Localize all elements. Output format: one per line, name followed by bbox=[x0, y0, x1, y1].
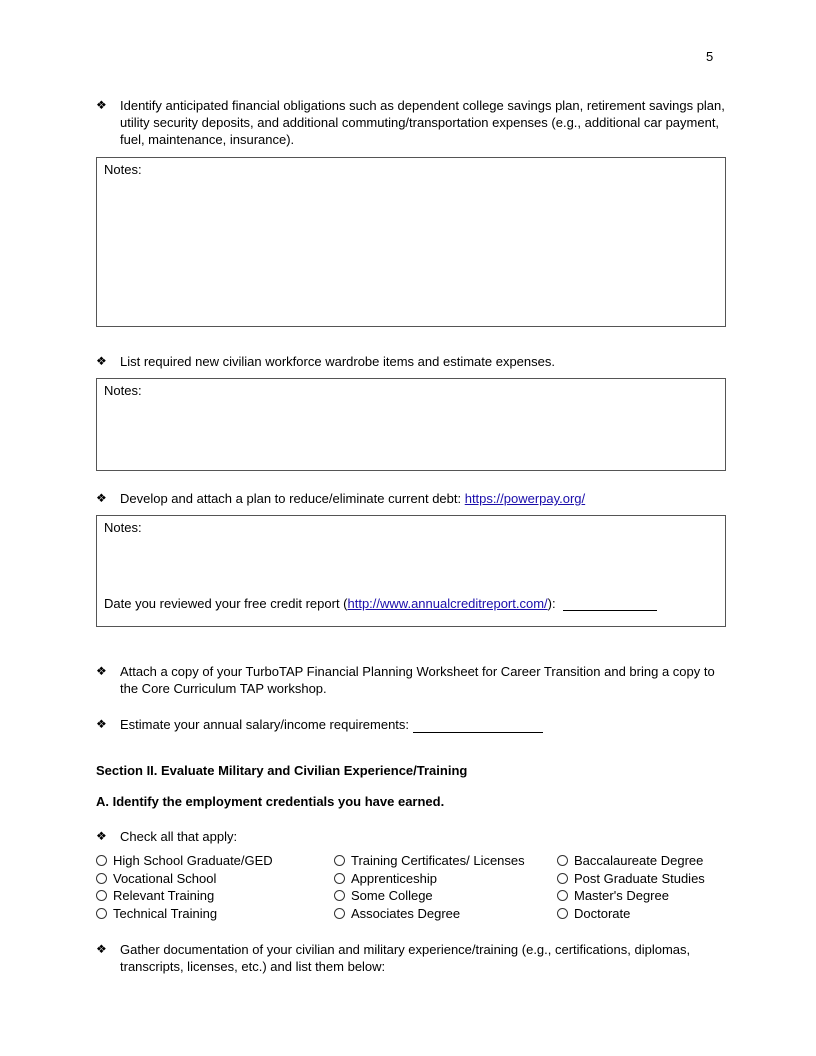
credential-option[interactable] bbox=[96, 906, 217, 921]
check-all-text: Check all that apply: bbox=[120, 829, 238, 844]
notes-box-debt[interactable] bbox=[96, 515, 726, 627]
diamond-bullet-icon: ❖ bbox=[96, 829, 107, 843]
radio-circle-icon[interactable] bbox=[334, 873, 345, 884]
radio-circle-icon[interactable] bbox=[334, 908, 345, 919]
notes-label: Notes: bbox=[104, 383, 142, 398]
wardrobe-item bbox=[96, 353, 726, 370]
diamond-bullet-icon: ❖ bbox=[96, 491, 107, 505]
page-number: 5 bbox=[706, 49, 714, 64]
option-label: Vocational School bbox=[113, 871, 217, 886]
option-label: Relevant Training bbox=[113, 888, 215, 903]
salary-blank[interactable] bbox=[413, 719, 543, 733]
salary-item bbox=[96, 716, 726, 733]
notes-label: Notes: bbox=[104, 162, 142, 177]
debt-plan-item bbox=[96, 490, 726, 507]
option-label: Doctorate bbox=[574, 906, 631, 921]
credit-report-prefix: Date you reviewed your free credit report ( bbox=[104, 596, 348, 611]
turbotap-text: Attach a copy of your TurboTAP Financial Planning Worksheet for Career Transition and bring a copy to the Core Curriculum TAP workshop. bbox=[120, 664, 715, 696]
credential-option[interactable] bbox=[96, 871, 216, 886]
radio-circle-icon[interactable] bbox=[334, 855, 345, 866]
radio-circle-icon[interactable] bbox=[96, 890, 107, 901]
diamond-bullet-icon: ❖ bbox=[96, 354, 107, 368]
credential-option[interactable] bbox=[334, 853, 525, 868]
credential-option[interactable] bbox=[557, 853, 703, 868]
option-label: Associates Degree bbox=[351, 906, 461, 921]
option-label: Apprenticeship bbox=[351, 871, 437, 886]
credit-report-suffix: ): bbox=[547, 596, 556, 611]
annualcreditreport-link[interactable]: http://www.annualcreditreport.com/ bbox=[347, 596, 548, 611]
salary-text-wrap bbox=[120, 716, 726, 733]
radio-circle-icon[interactable] bbox=[557, 908, 568, 919]
credential-option[interactable] bbox=[334, 906, 460, 921]
debt-plan-text-wrap bbox=[120, 490, 726, 507]
gather-docs-text: Gather documentation of your civilian and military experience/training (e.g., certifications, diplomas, transcripts, licenses, etc.) and list them below: bbox=[120, 942, 691, 974]
radio-circle-icon[interactable] bbox=[96, 908, 107, 919]
option-label: Baccalaureate Degree bbox=[574, 853, 704, 868]
turbotap-item bbox=[96, 663, 726, 697]
wardrobe-text: List required new civilian workforce wardrobe items and estimate expenses. bbox=[120, 354, 555, 369]
financial-obligations-item bbox=[96, 97, 726, 148]
option-label: Technical Training bbox=[113, 906, 218, 921]
salary-text: Estimate your annual salary/income requirements: bbox=[120, 717, 413, 732]
radio-circle-icon[interactable] bbox=[334, 890, 345, 901]
financial-obligations-text: Identify anticipated financial obligations such as dependent college savings plan, retirement savings plan, utility security deposits, and additional commuting/transportation expenses (e.g., additional car payment, fuel, maintenance, insurance). bbox=[120, 98, 725, 147]
section-heading: Section II. Evaluate Military and Civilian Experience/Training bbox=[96, 763, 468, 778]
radio-circle-icon[interactable] bbox=[557, 890, 568, 901]
credential-option[interactable] bbox=[334, 888, 433, 903]
radio-circle-icon[interactable] bbox=[557, 873, 568, 884]
radio-circle-icon[interactable] bbox=[96, 855, 107, 866]
notes-box-wardrobe[interactable] bbox=[96, 378, 726, 471]
debt-plan-text: Develop and attach a plan to reduce/eliminate current debt: bbox=[120, 491, 465, 506]
option-label: Master's Degree bbox=[574, 888, 669, 903]
gather-docs-item bbox=[96, 941, 726, 975]
powerpay-link[interactable]: https://powerpay.org/ bbox=[464, 491, 586, 506]
credential-option[interactable] bbox=[557, 906, 630, 921]
option-label: Post Graduate Studies bbox=[574, 871, 705, 886]
credit-report-line bbox=[104, 596, 657, 611]
notes-label: Notes: bbox=[104, 520, 142, 535]
diamond-bullet-icon: ❖ bbox=[96, 664, 107, 678]
radio-circle-icon[interactable] bbox=[96, 873, 107, 884]
diamond-bullet-icon: ❖ bbox=[96, 98, 107, 112]
diamond-bullet-icon: ❖ bbox=[96, 717, 107, 731]
check-all-item bbox=[96, 828, 726, 845]
radio-circle-icon[interactable] bbox=[557, 855, 568, 866]
credential-option[interactable] bbox=[96, 888, 214, 903]
option-label: Training Certificates/ Licenses bbox=[351, 853, 525, 868]
credential-option[interactable] bbox=[557, 871, 705, 886]
diamond-bullet-icon: ❖ bbox=[96, 942, 107, 956]
credential-option[interactable] bbox=[334, 871, 437, 886]
option-label: High School Graduate/GED bbox=[113, 853, 273, 868]
credential-option[interactable] bbox=[96, 853, 273, 868]
credentials-subheading: A. Identify the employment credentials you have earned. bbox=[96, 794, 445, 809]
credential-option[interactable] bbox=[557, 888, 669, 903]
notes-box-financial[interactable] bbox=[96, 157, 726, 327]
credit-report-date-blank[interactable] bbox=[563, 597, 657, 611]
option-label: Some College bbox=[351, 888, 433, 903]
